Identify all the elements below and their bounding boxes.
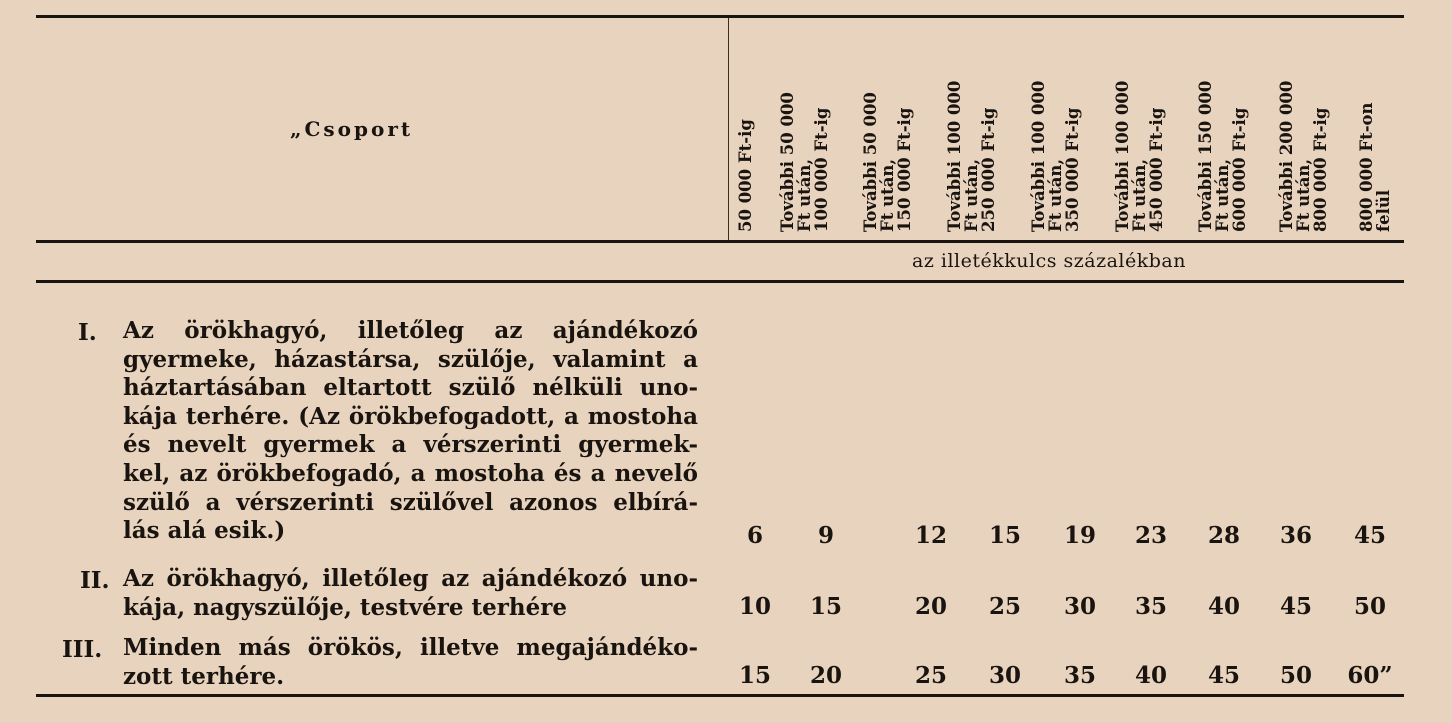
rate-value: 12 <box>914 522 947 549</box>
column-header: További 100 000 Ft után, 350 000 Ft-ig <box>1029 80 1082 232</box>
column-header: További 100 000 Ft után, 450 000 Ft-ig <box>1113 80 1166 232</box>
rate-value: 20 <box>809 662 842 689</box>
row-label: I. <box>78 319 97 346</box>
rate-value: 25 <box>988 593 1021 620</box>
column-header: További 150 000 Ft után, 600 000 Ft-ig <box>1196 80 1249 232</box>
rate-value: 25 <box>914 662 947 689</box>
rate-value: 30 <box>1063 593 1096 620</box>
row-description-line: Az örökhagyó, illetőleg az ajándékozó uno- <box>123 565 698 592</box>
rate-value: 28 <box>1207 522 1240 549</box>
rate-value: 6 <box>746 522 763 549</box>
row-description-line: kája, nagyszülője, testvére terhére <box>123 593 567 621</box>
column-header: További 100 000 Ft után, 250 000 Ft-ig <box>945 80 998 232</box>
rate-value: 36 <box>1279 522 1312 549</box>
rate-value: 15 <box>988 522 1021 549</box>
column-header: 800 000 Ft-on felül <box>1357 102 1393 232</box>
rate-value: 45 <box>1353 522 1386 549</box>
row-description-line: háztartásában eltartott szülő nélküli uno- <box>123 374 698 402</box>
row-description <box>123 634 698 691</box>
unit-label: az illetékkulcs százalékban <box>912 250 1186 272</box>
row-description-line: kája terhére. (Az örökbefogadott, a mostoha <box>123 402 698 430</box>
rate-value: 35 <box>1134 593 1167 620</box>
rate-value: 40 <box>1134 662 1167 689</box>
row-description-line: szülő a vérszerinti szülővel azonos elbírá- <box>123 488 698 516</box>
rate-value: 15 <box>809 593 842 620</box>
column-header: További 50 000 Ft után, 150 000 Ft-ig <box>861 92 914 232</box>
unit-rule <box>36 280 1404 283</box>
rate-value: 10 <box>738 593 771 620</box>
rate-value: 30 <box>988 662 1021 689</box>
rate-value: 45 <box>1207 662 1240 689</box>
column-divider <box>728 18 729 240</box>
row-description <box>123 317 698 546</box>
row-description-line: Az örökhagyó, illetőleg az ajándékozó <box>123 317 698 344</box>
rate-value: 60” <box>1347 662 1393 689</box>
bottom-rule <box>36 694 1404 697</box>
top-rule <box>36 15 1404 18</box>
rate-value: 9 <box>817 522 834 549</box>
rate-value: 45 <box>1279 593 1312 620</box>
rate-value: 19 <box>1063 522 1096 549</box>
rate-value: 50 <box>1279 662 1312 689</box>
column-header: 50 000 Ft-ig <box>736 119 755 232</box>
rate-value: 15 <box>738 662 771 689</box>
column-header: További 50 000 Ft után, 100 000 Ft-ig <box>778 92 831 232</box>
rate-value: 35 <box>1063 662 1096 689</box>
column-header: További 200 000 Ft után, 800 000 Ft-ig <box>1277 80 1330 232</box>
rate-value: 50 <box>1353 593 1386 620</box>
row-description-line: Minden más örökös, illetve megajándéko- <box>123 634 698 661</box>
row-description-line: gyermeke, házastársa, szülője, valamint a <box>123 345 698 373</box>
rate-value: 20 <box>914 593 947 620</box>
row-label: II. <box>80 567 110 594</box>
group-header: „Csoport <box>290 117 414 141</box>
row-label: III. <box>62 636 103 663</box>
row-description-line: lás alá esik.) <box>123 517 286 545</box>
row-description <box>123 565 698 622</box>
header-rule <box>36 240 1404 243</box>
row-description-line: és nevelt gyermek a vérszerinti gyermek- <box>123 431 698 459</box>
row-description-line: zott terhére. <box>123 662 285 690</box>
rate-value: 23 <box>1134 522 1167 549</box>
row-description-line: kel, az örökbefogadó, a mostoha és a nevelő <box>123 459 698 487</box>
rate-value: 40 <box>1207 593 1240 620</box>
